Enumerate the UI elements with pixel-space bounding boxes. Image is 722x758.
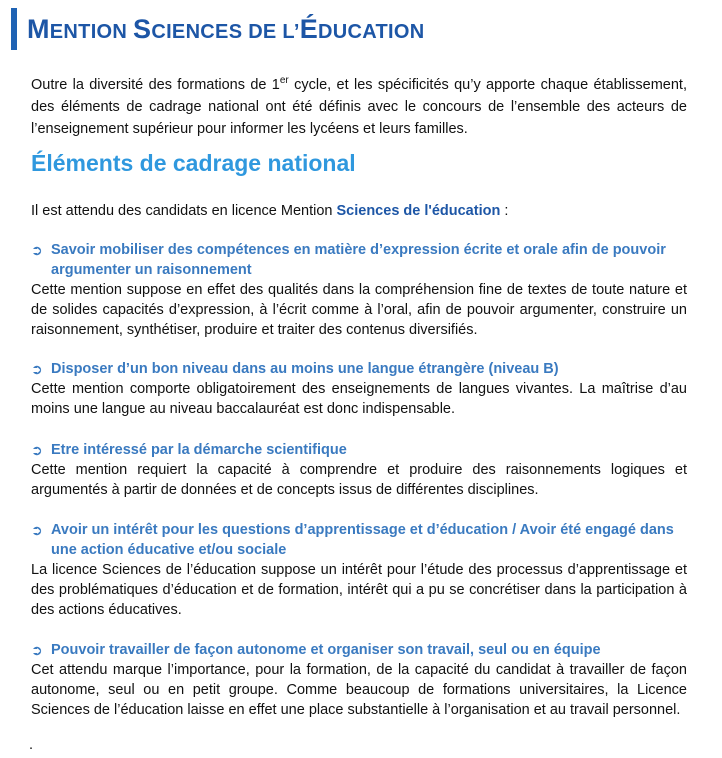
criterion-title [31,440,687,460]
criterion-text: Cette mention suppose en effet des qualités dans la compréhension fine de textes de toute nature et de solides capacités d’expression, à l’écrit comme à l’oral, afin de pouvoir argumenter, construire un raisonnement, synthétiser, produire et traiter des contenus diversifiés. [31,282,687,338]
criterion-5 [31,640,687,720]
title-rest-m: ENTION [49,20,134,43]
circled-arrow-icon: ➲ [31,242,43,258]
lead-sentence [31,201,508,221]
trailing-mark: . [29,737,34,753]
intro-text-a: Outre la diversité des formations de 1 [31,76,280,93]
title-cap-s: S [133,13,152,44]
criterion-title-text: Disposer d’un bon niveau dans au moins une langue étrangère (niveau B) [51,361,559,377]
criterion-title-text: Avoir un intérêt pour les questions d’apprentissage et d’éducation / Avoir été engagé dans une action éducative et/ou sociale [51,522,674,558]
lead-emphasis: Sciences de l'éducation [336,203,501,219]
criterion-3 [31,440,687,500]
lead-suffix: : [500,203,509,219]
criterion-title-text: Savoir mobiliser des compétences en matière d’expression écrite et orale afin de pouvoir argumenter un raisonnement [51,242,666,278]
title-cap-m: M [27,13,50,44]
lead-text: Il est attendu des candidats en licence Mention [31,203,337,219]
criterion-1 [31,240,687,340]
criterion-4 [31,520,687,620]
criterion-title-text: Etre intéressé par la démarche scientifique [51,442,347,458]
circled-arrow-icon: ➲ [31,442,43,458]
intro-paragraph [31,70,687,140]
criterion-title [31,240,687,280]
circled-arrow-icon: ➲ [31,642,43,658]
criterion-text: La licence Sciences de l’éducation suppose un intérêt pour l’étude des processus d’apprentissage et des problématiques d’éducation et de formation, intérêt qui a pu se concrétiser dans la participation à des actions éducatives. [31,562,687,618]
criterion-title [31,640,687,660]
circled-arrow-icon: ➲ [31,361,43,377]
title-rest-s: CIENCES DE L’ [151,20,300,43]
criterion-title-text: Pouvoir travailler de façon autonome et organiser son travail, seul ou en équipe [51,642,601,658]
page-title [27,14,424,45]
criterion-title [31,359,687,379]
criterion-text: Cet attendu marque l’importance, pour la formation, de la capacité du candidat à travailler de façon autonome, seul ou en petit groupe. Comme beaucoup de formations universitaires, la Licence Sciences de l’éducation laisse en effet une place substantielle à l’organisation et au travail personnel. [31,662,687,718]
title-cap-e: É [299,13,319,44]
criterion-title [31,520,687,560]
criterion-2 [31,359,687,419]
title-accent-bar [11,8,17,50]
criterion-text: Cette mention comporte obligatoirement des enseignements de langues vivantes. La maîtrise d’au moins une langue au niveau baccalauréat est donc indispensable. [31,381,687,417]
criterion-text: Cette mention requiert la capacité à comprendre et produire des raisonnements logiques et argumentés à partir de données et de concepts issus de différentes disciplines. [31,462,687,498]
intro-text-b: cycle, et les spécificités qu’y apporte chaque établissement, des éléments de cadrage national ont été définis avec le concours de l’ensemble des acteurs de l’enseignement supérieur pour informer les lycéens et leurs familles. [31,76,687,137]
intro-superscript: er [279,75,289,86]
page-header [11,8,424,50]
section-heading: Éléments de cadrage national [31,150,356,176]
title-rest-e: DUCATION [318,20,425,43]
circled-arrow-icon: ➲ [31,522,43,538]
